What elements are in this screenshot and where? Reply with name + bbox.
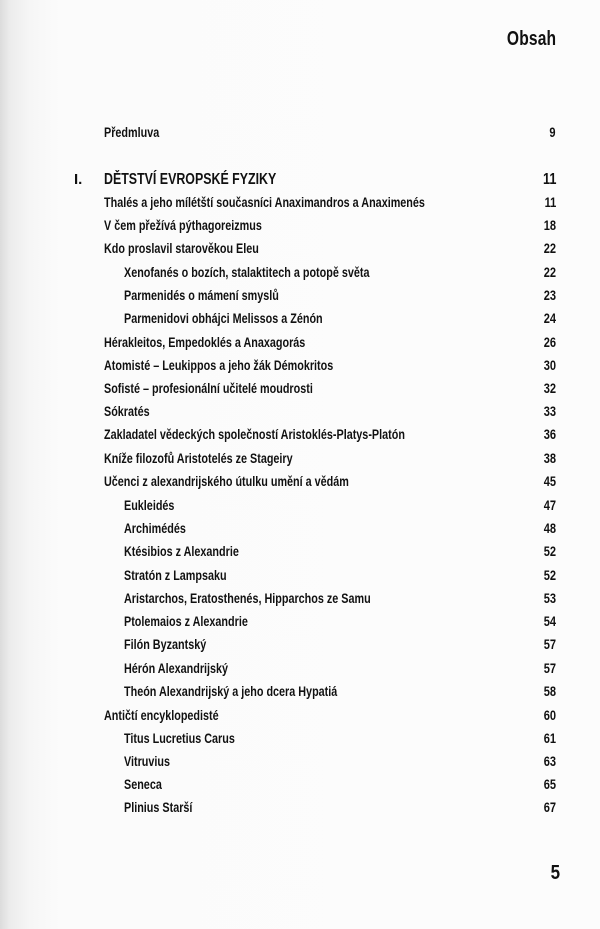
toc-entry[interactable] [0, 354, 600, 377]
toc-entry[interactable] [0, 284, 600, 307]
toc-entry-title: Thalés a jeho mílétští současníci Anaximandros a Anaximenés [104, 195, 425, 210]
toc-entry-title: Theón Alexandrijský a jeho dcera Hypatiá [124, 684, 338, 699]
toc-entry[interactable] [0, 423, 600, 446]
toc-chapter-number: I. [74, 171, 83, 188]
toc-entry-page: 54 [543, 614, 556, 629]
toc-entry[interactable] [0, 727, 600, 750]
toc-entry-page: 18 [543, 218, 556, 233]
toc-entry-page: 22 [543, 265, 556, 280]
toc-entry-title: V čem přežívá pýthagoreizmus [104, 218, 262, 233]
toc-entry[interactable] [0, 191, 600, 214]
toc-entry-page: 11 [542, 171, 556, 188]
toc-entry[interactable] [0, 214, 600, 237]
toc-entry-title: Plinius Starší [124, 800, 193, 815]
toc-entry-page: 52 [543, 568, 556, 583]
toc-entry-title: Titus Lucretius Carus [124, 731, 235, 746]
toc-entry-title: Sofisté – profesionální učitelé moudrosti [104, 381, 313, 396]
toc-entry-title: Atomisté – Leukippos a jeho žák Démokritos [104, 358, 334, 373]
toc-entry-page: 63 [543, 754, 556, 769]
toc-entry[interactable] [0, 750, 600, 773]
toc-entry-title: Stratón z Lampsaku [124, 568, 227, 583]
toc-entry-page: 57 [543, 661, 556, 676]
toc-entry-page: 60 [543, 708, 556, 723]
toc-entry[interactable] [0, 261, 600, 284]
toc-entry-page: 22 [543, 241, 556, 256]
toc-entry-page: 61 [543, 731, 556, 746]
toc-entry[interactable] [0, 470, 600, 493]
toc-entry-title: Eukleidés [124, 498, 175, 513]
toc-entry[interactable] [0, 704, 600, 727]
toc-entry-page: 53 [543, 591, 556, 606]
toc-entry-page: 23 [543, 288, 556, 303]
toc-entry[interactable] [0, 796, 600, 819]
toc-entry-title: Filón Byzantský [124, 637, 207, 652]
toc-entry[interactable] [0, 680, 600, 703]
toc-entry-page: 65 [543, 777, 556, 792]
toc-entry-page: 45 [543, 474, 556, 489]
toc-entry[interactable] [0, 121, 600, 144]
page-heading: Obsah [506, 28, 556, 50]
toc-entry[interactable] [0, 517, 600, 540]
page-number: 5 [550, 862, 560, 884]
toc-entry-title: Sókratés [104, 404, 150, 419]
toc-entry-title: Parmenidovi obhájci Melissos a Zénón [124, 311, 323, 326]
toc-entry[interactable] [0, 564, 600, 587]
toc-entry-title: Zakladatel vědeckých společností Aristoklés-Platys-Platón [104, 427, 405, 442]
toc-entry[interactable] [0, 494, 600, 517]
toc-entry-title: Antičtí encyklopedisté [104, 708, 219, 723]
toc-entry-title: Kníže filozofů Aristotelés ze Stageiry [104, 451, 293, 466]
toc-entry-title: Ptolemaios z Alexandrie [124, 614, 248, 629]
toc-entry[interactable] [0, 168, 600, 191]
toc-entry[interactable] [0, 331, 600, 354]
toc-entry-title: Ktésibios z Alexandrie [124, 544, 239, 559]
toc-entry-page: 38 [543, 451, 556, 466]
toc-entry-page: 47 [543, 498, 556, 513]
toc-entry[interactable] [0, 610, 600, 633]
toc-entry-title: Učenci z alexandrijského útulku umění a vědám [104, 474, 349, 489]
toc-entry-page: 48 [543, 521, 556, 536]
toc-entry-title: Seneca [124, 777, 162, 792]
toc-entry-page: 36 [543, 427, 556, 442]
toc-entry[interactable] [0, 237, 600, 260]
toc-entry-page: 58 [543, 684, 556, 699]
toc-entry-title: Hérakleitos, Empedoklés a Anaxagorás [104, 335, 306, 350]
toc-entry-page: 9 [549, 125, 556, 140]
toc-entry-page: 26 [543, 335, 556, 350]
toc-entry-title: Předmluva [104, 125, 160, 140]
toc-entry-title: Hérón Alexandrijský [124, 661, 229, 676]
toc-entry-title: Kdo proslavil starověkou Eleu [104, 241, 259, 256]
toc-entry[interactable] [0, 400, 600, 423]
toc-entry-title: Xenofanés o bozích, stalaktitech a potopě světa [124, 265, 370, 280]
toc-entry[interactable] [0, 587, 600, 610]
toc-entry[interactable] [0, 633, 600, 656]
toc-entry-title: Archimédés [124, 521, 186, 536]
toc-entry-page: 11 [544, 195, 556, 210]
toc-entry[interactable] [0, 447, 600, 470]
toc-entry[interactable] [0, 377, 600, 400]
toc-entry-page: 24 [543, 311, 556, 326]
toc-entry-title: Parmenidés o mámení smyslů [124, 288, 279, 303]
toc-entry-page: 67 [543, 800, 556, 815]
toc-entry[interactable] [0, 657, 600, 680]
toc-entry-page: 30 [543, 358, 556, 373]
toc-entry-page: 32 [543, 381, 556, 396]
toc-entry-page: 52 [543, 544, 556, 559]
toc-entry[interactable] [0, 773, 600, 796]
toc-entry-page: 33 [543, 404, 556, 419]
toc-entry-title: Vitruvius [124, 754, 171, 769]
toc-entry[interactable] [0, 307, 600, 330]
toc-entry-title: Aristarchos, Eratosthenés, Hipparchos ze Samu [124, 591, 371, 606]
toc-entry-page: 57 [543, 637, 556, 652]
toc-entry[interactable] [0, 540, 600, 563]
toc-entry-title: DĚTSTVÍ EVROPSKÉ FYZIKY [104, 171, 277, 188]
